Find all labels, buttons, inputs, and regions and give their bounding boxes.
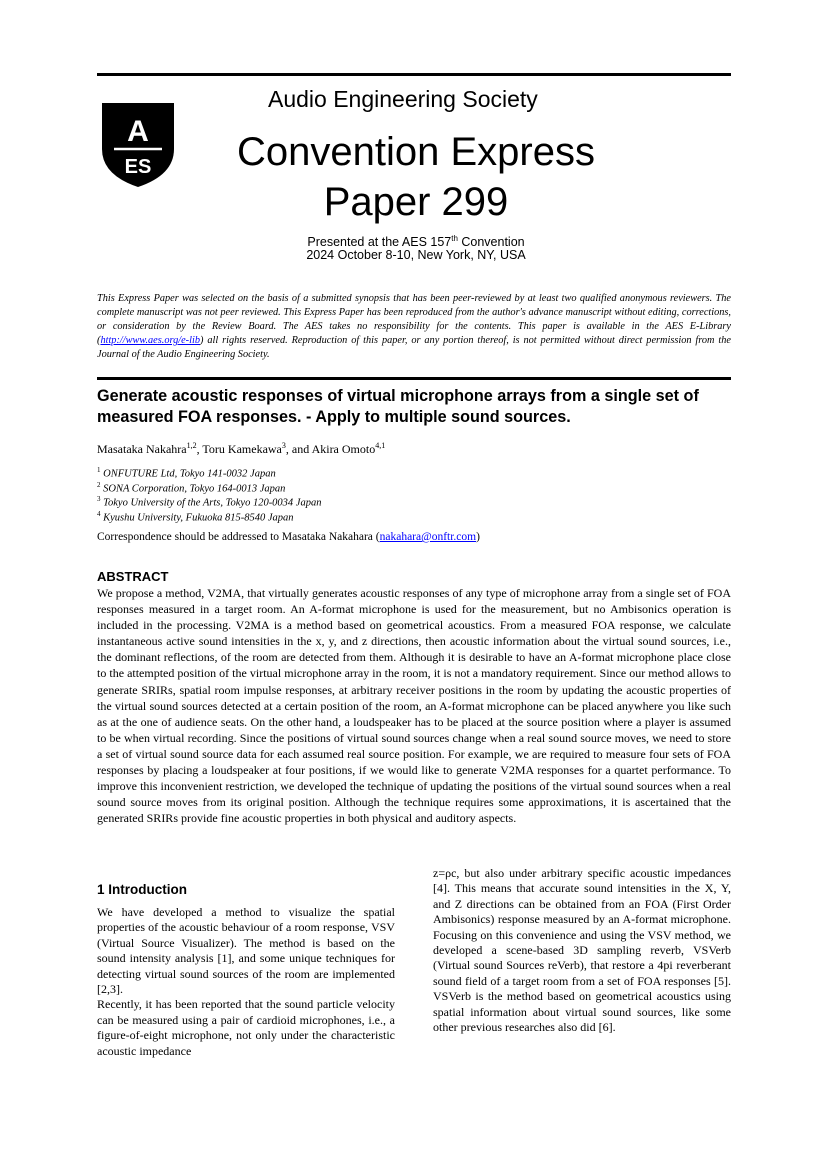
affiliation-text: Tokyo University of the Arts, Tokyo 120-0034 Japan	[103, 497, 322, 509]
paper-number: Paper 299	[323, 180, 509, 224]
author-name: Akira Omoto	[311, 442, 376, 456]
paper-title: Generate acoustic responses of virtual microphone arrays from a single set of measured FOA responses. - Apply to multiple sound sources.	[97, 387, 699, 426]
affiliation-number: 1	[97, 466, 101, 474]
correspondence	[97, 531, 480, 543]
presented-prefix: Presented at the AES 157	[307, 235, 452, 250]
elibrary-link[interactable]: http://www.aes.org/e-lib	[100, 335, 200, 346]
disclaimer-text-2: ) all rights reserved. Reproduction of this paper, or any portion thereof, is not permitted without direct permission from the Journal of the Audio Engineering Society.	[97, 335, 731, 360]
affiliation-number: 3	[97, 495, 101, 503]
author-separator: ,	[196, 442, 203, 456]
author-separator: , and	[285, 442, 312, 456]
author-name: Masataka Nakahra	[97, 442, 187, 456]
author-list	[97, 441, 385, 457]
convention-title: Convention Express	[237, 130, 595, 174]
section-heading-introduction: 1 Introduction	[97, 882, 187, 897]
affiliation	[97, 481, 285, 495]
presented-suffix: Convention	[457, 235, 525, 250]
intro-right-column	[433, 866, 731, 1035]
correspondence-email-link[interactable]: nakahara@onftr.com	[379, 531, 477, 543]
affiliation	[97, 466, 276, 480]
affiliation-text: ONFUTURE Ltd, Tokyo 141-0032 Japan	[103, 468, 276, 480]
correspondence-suffix: )	[476, 531, 480, 543]
affiliation-number: 2	[97, 481, 101, 489]
abstract-heading: ABSTRACT	[97, 569, 169, 584]
affiliation-text: Kyushu University, Fukuoka 815-8540 Japan	[103, 512, 294, 524]
affiliation	[97, 510, 294, 524]
middle-rule	[97, 377, 731, 380]
correspondence-prefix: Correspondence should be addressed to Masataka Nakahara (	[97, 531, 380, 543]
intro-paragraph: z=ρc, but also under arbitrary specific acoustic impedances [4]. This means that accurate sound intensities in the X, Y, and Z directions can be obtained from an FOA (First Order Ambisonics) response measured by an A-format microphone. Focusing on this convenience and using the VSV method, we developed a scene-based 3D sampling reverb, VSVerb (Virtual sound Sources reVerb), that restore a 4pi reverberant sound field of a target room from a set of FOA responses [5]. VSVerb is the method based on geometrical acoustics using spatial information about virtual sound sources, like some other previous researches also did [6].	[433, 866, 731, 1035]
intro-paragraph: Recently, it has been reported that the sound particle velocity can be measured using a pair of cardioid microphones, i.e., a figure-of-eight microphone, not only under the characteristic acoustic impedance	[97, 997, 395, 1058]
disclaimer	[97, 292, 731, 362]
intro-left-column	[97, 905, 395, 1059]
affiliation-number: 4	[97, 510, 101, 518]
abstract-text: We propose a method, V2MA, that virtually generates acoustic responses of any type of microphone array from a single set of FOA responses measured in a target room. An A-format microphone is used for the measurement, but no Ambisonics operation is included in the processing. V2MA is a method based on geometrical acoustics. From a measured FOA response, we calculate instantaneous active sound intensities in the x, y, and z directions, then acoustic information about the virtual sound sources, i.e., the dominant reflections, of the room are detected from them. Although it is desirable to have an A-format microphone place close to the attempted position of the virtual microphone array in the room, it is not a mandatory requirement. Since our method allows to generate SRIRs, spatial room impulse responses, at arbitrary receiver positions in the room by updating the acoustic properties of the virtual sound sources detected at a certain position of the room, an A-format microphone can be placed anywhere you like such as at the one of audience seats. On the other hand, a loudspeaker has to be placed at the source position where a player is assumed to be when virtual recording. Since the positions of virtual sound sources change when a real sound source moves, we need to store a set of virtual sound source data for each assumed real source position. For example, we are required to measure four sets of FOA responses by placing a loudspeaker at four positions, if we would like to generate V2MA responses for a quartet performance. To improve this inconvenient restriction, we developed the technique of updating the positions of the virtual sound sources when a real sound source moves from its original position. Although the technique requires some approximations, it is ascertained that the generated SRIRs provide fine acoustic properties in both physical and auditory aspects.	[97, 586, 731, 826]
top-rule	[97, 73, 731, 76]
logo-letters-es: ES	[124, 156, 152, 178]
affiliation	[97, 495, 321, 509]
author-affil-sup: 1,2	[186, 441, 197, 450]
intro-paragraph: We have developed a method to visualize the spatial properties of the acoustic behaviour of a room response, VSV (Virtual Source Visualizer). The method is based on the sound intensity analysis [1], and some unique techniques for detecting virtual sound sources of the room are implemented [2,3].	[97, 905, 395, 997]
aes-logo	[98, 99, 178, 189]
logo-letter-a: A	[127, 115, 149, 148]
presented-sup: th	[451, 234, 458, 243]
affiliation-text: SONA Corporation, Tokyo 164-0013 Japan	[103, 483, 286, 495]
conference-dates: 2024 October 8-10, New York, NY, USA	[306, 248, 526, 262]
disclaimer-text-1: This Express Paper was selected on the basis of a submitted synopsis that has been peer-reviewed by at least two qualified anonymous reviewers. The complete manuscript was not peer reviewed. This Express Paper has been reproduced from the author's advance manuscript without editing, corrections, or consideration by the Review Board. The AES takes no responsibility for the contents. This paper is available in the AES E-Library (	[97, 293, 731, 346]
society-name: Audio Engineering Society	[268, 86, 538, 112]
author-affil-sup: 3	[281, 441, 286, 450]
author-name: Toru Kamekawa	[202, 442, 282, 456]
author-affil-sup: 4,1	[375, 441, 386, 450]
